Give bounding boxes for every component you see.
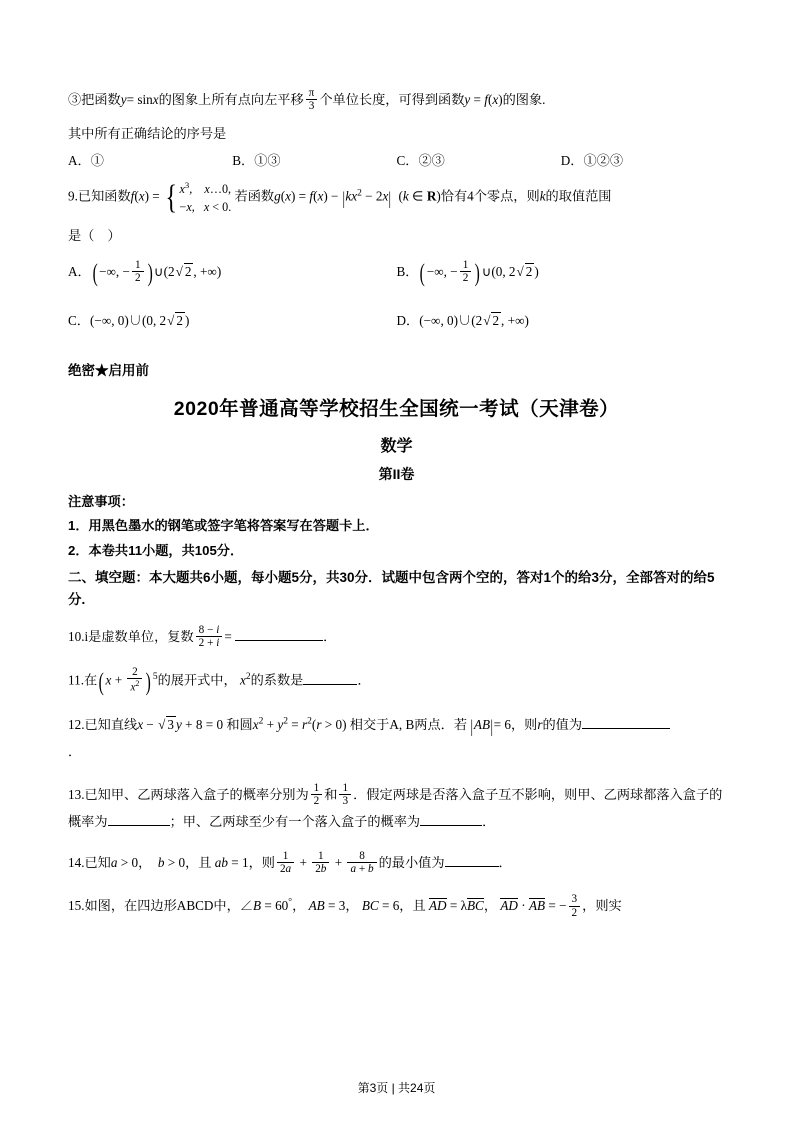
q12-text-4: ，则 bbox=[510, 717, 538, 733]
q9-piecewise: { $x^3$, x…0, −x, x < 0. bbox=[165, 177, 232, 216]
q14-text-4: ，则 bbox=[248, 855, 275, 871]
page-footer: 第3页 | 共24页 bbox=[357, 1081, 436, 1095]
q15-text-6: ，则实 bbox=[582, 898, 622, 914]
question8-prompt: 其中所有正确结论的序号是 bbox=[68, 126, 227, 142]
q15-text-1: 如图，在四边形ABCD中， bbox=[84, 898, 240, 914]
exam-title: 2020年普通高等学校招生全国统一考试（天津卷） bbox=[173, 397, 620, 420]
q10-text-1: i是虚数单位，复数 bbox=[84, 629, 194, 645]
q13-number: 13. bbox=[68, 787, 85, 803]
q11-number: 11. bbox=[68, 672, 84, 688]
q14-answer-blank[interactable] bbox=[445, 855, 499, 867]
q13-answer-blank-1[interactable] bbox=[108, 814, 170, 826]
q9-tail2: 的取值范围 bbox=[545, 188, 612, 204]
q8-fraction-pi-3: $\frac{\pi}{3}$ bbox=[306, 87, 318, 113]
q8-item3-mid1: = sin bbox=[126, 92, 153, 108]
q11-text-3: 的系数是 bbox=[250, 672, 304, 688]
paper-part: 第II卷 bbox=[378, 465, 415, 482]
q15-text-5: ， bbox=[483, 898, 498, 914]
q8-option-b[interactable]: B．①③ bbox=[232, 152, 281, 168]
q8-option-d[interactable]: D．①②③ bbox=[560, 152, 624, 168]
notice-item-2: 2．本卷共11小题，共105分． bbox=[68, 542, 244, 558]
q12-number: 12. bbox=[68, 717, 85, 733]
question-13: 13.已知甲、乙两球落入盒子的概率分别为 $\frac{1}{2}$ 和 $\frac{1}{3}$ ．假定两球是否落入盒子互不影响，则甲、乙两球都落入盒子的概率为 ；甲、乙两球至少有一个落入盒子的概率为 ． bbox=[68, 781, 723, 830]
section-fill-in-blank: 二、填空题：本大题共6小题，每小题5分，共30分．试题中包含两个空的，答对1个的给3分，全部答对的给5分. bbox=[68, 570, 715, 607]
q14-text-5: 的最小值为 bbox=[378, 855, 445, 871]
q9-mid: 若函数 bbox=[234, 188, 275, 204]
question9-options-cd bbox=[68, 310, 725, 329]
q12-text-5: 的值为 bbox=[542, 717, 583, 733]
q9-number: 9. bbox=[68, 188, 78, 204]
q8-fn-yfx: y bbox=[464, 92, 471, 108]
exam-subject: 数学 bbox=[380, 437, 413, 455]
q9-tail: 恰有4个零点，则 bbox=[440, 188, 540, 204]
q9-option-d[interactable]: D．(−∞, 0)∪(2√ 2 , +∞) bbox=[396, 312, 529, 328]
q8-option-c[interactable]: C．②③ bbox=[396, 152, 445, 168]
q10-answer-blank[interactable] bbox=[235, 629, 323, 641]
q8-item3-mid3: 个单位长度，可得到函数 bbox=[319, 92, 465, 108]
q12-answer-blank[interactable] bbox=[582, 717, 670, 729]
question-11: 11.在( x + $\frac{2}{x^2}$ ) $^5$的展开式中， $x^2$的系数是 ． bbox=[68, 665, 371, 696]
q9-option-a[interactable]: A．( −∞, − $\frac{1}{2}$ ) ∪(2√ 2 , +∞) bbox=[68, 258, 222, 288]
q10-fraction: $\frac{8 - i}{2 + i}$ bbox=[196, 624, 223, 650]
question-10: 10.i是虚数单位，复数 $\frac{8 - i}{2 + i}$ = ． bbox=[68, 623, 337, 650]
q10-text-2: = bbox=[224, 629, 232, 645]
q15-number: 15. bbox=[68, 898, 85, 914]
q12-text-3: 相交于A, B两点．若 bbox=[349, 717, 468, 733]
q9-option-b[interactable]: B．( −∞, − $\frac{1}{2}$ ) ∪(0, 2√ 2 ) bbox=[396, 258, 539, 288]
q14-text-3: ，且 bbox=[185, 855, 212, 871]
q12-text-2: 和圆 bbox=[226, 717, 253, 733]
secret-label: 绝密★启用前 bbox=[68, 362, 149, 378]
notice-heading: 注意事项： bbox=[68, 493, 134, 509]
q14-number: 14. bbox=[68, 855, 85, 871]
question9-body: 9.已知函数f(x) = { $x^3$, x…0, −x, x < 0. 若函数$g(x) = f(x) - |kx^2 - 2x|$ (k ∈ R)恰有4个零点，则k的取值范围 bbox=[68, 177, 612, 216]
q15-text-4: ，且 bbox=[399, 898, 426, 914]
q8-fn-y: y bbox=[120, 92, 127, 108]
q9-option-c[interactable]: C．(−∞, 0)∪(0, 2√ 2 ) bbox=[68, 312, 190, 328]
q13-text-3: ．假定两球是否落入盒子互不影响，则甲、乙两球都落入盒子的概率为 bbox=[68, 787, 723, 830]
question8-options bbox=[68, 150, 725, 169]
q11-answer-blank[interactable] bbox=[303, 672, 357, 684]
question-14: 14.已知a > 0， b > 0，且 ab = 1，则 $\frac{1}{2a}$ + $\frac{1}{2b}$ + $\frac{8}{a + b}$ 的最小值为 ． bbox=[68, 849, 512, 876]
question9-is-line: 是（ ） bbox=[68, 228, 121, 244]
question-15: 15.如图，在四边形ABCD中，∠B = 60°， AB = 3， BC = 6，且 AD = λBC， AD · AB = − $\frac{3}{2}$ ，则实 bbox=[68, 892, 622, 919]
q14-text-1: 已知 bbox=[84, 855, 111, 871]
q8-item3-pre: ③把函数 bbox=[68, 92, 121, 108]
q9-lead: 已知函数 bbox=[77, 188, 131, 204]
question-12: 12.已知直线x − √ 3 y + 8 = 0 和圆$x^2 + y^2 = r^2(r > 0)$ 相交于A, B两点．若 |AB|= 6，则r的值为 ． bbox=[68, 712, 725, 764]
q15-text-3: ， bbox=[345, 898, 359, 914]
q12-text-1: 已知直线 bbox=[84, 717, 138, 733]
notice-item-1: 1．用黑色墨水的钢笔或签字笔将答案写在答题卡上． bbox=[68, 518, 379, 534]
q8-item3-tail: 的图象. bbox=[502, 92, 546, 108]
question8-item3: ③把函数y= sinx的图象上所有点向左平移 $\frac{\pi}{3}$ 个单位长度，可得到函数y = f(x)的图象. bbox=[68, 86, 546, 113]
q13-answer-blank-2[interactable] bbox=[420, 814, 482, 826]
q15-text-2: ， bbox=[292, 898, 306, 914]
q8-item3-mid2: 的图象上所有点向左平移 bbox=[158, 92, 304, 108]
q14-text-2: ， bbox=[138, 855, 152, 871]
q13-text-2: 和 bbox=[324, 787, 338, 803]
q8-var-x1: x bbox=[152, 92, 159, 108]
q8-option-a[interactable]: A．① bbox=[68, 152, 104, 168]
q13-text-1: 已知甲、乙两球落入盒子的概率分别为 bbox=[84, 787, 309, 803]
q13-text-4: ；甲、乙两球至少有一个落入盒子的概率为 bbox=[169, 814, 421, 830]
question9-options-ab bbox=[68, 256, 725, 288]
q11-text-2: 的展开式中， bbox=[157, 672, 237, 688]
q14-text-6: ． bbox=[498, 855, 512, 871]
q11-text-1: 在 bbox=[84, 672, 98, 688]
q13-text-5: ． bbox=[482, 814, 496, 830]
q10-number: 10. bbox=[68, 629, 85, 645]
